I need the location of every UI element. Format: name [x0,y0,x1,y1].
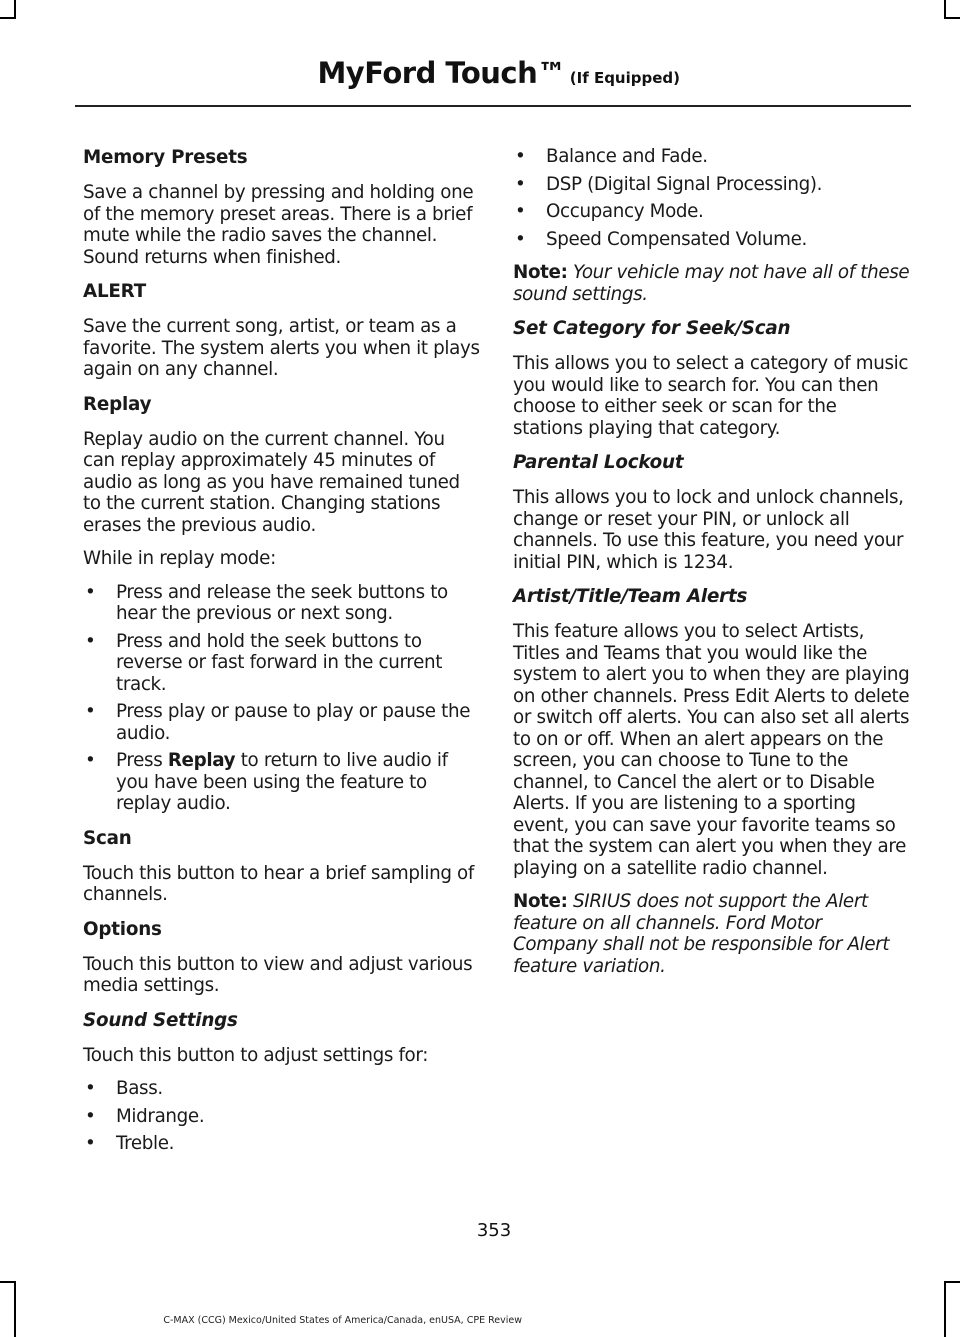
note-label: Note: [513,262,568,283]
sound-settings-heading: Sound Settings [83,1009,238,1031]
memory-presets-text: Save a channel by pressing and holding one of the memory preset areas. There is a brief mute while the radio saves the channel. Sound returns when finished. [83,182,474,268]
right-column [513,146,911,989]
alerts-text: This feature allows you to select Artists, Titles and Teams that you would like the system to alert you to when they are playing on other channels. Press Edit Alerts to delete or switch off alerts. You can also set all alerts to on or off. When an alert appears on the screen, you can choose to Tune to the channel, to Cancel the alert or to Disable Alerts. If you are listening to a sporting event, you can save your favorite teams so that the system can alert you when they are playing on a satellite radio channel. [513,621,910,879]
list-item-text: Midrange. [116,1105,205,1127]
crop-mark [944,1281,960,1283]
category-text: This allows you to select a category of music you would like to search for. You can then choose to either seek or scan for the stations playing that category. [513,353,909,439]
list-item-text: Treble. [116,1133,175,1154]
crop-mark [944,1281,946,1337]
note-text: SIRIUS does not support the Alert feature on all channels. Ford Motor Company shall not be responsible for Alert feature variation. [513,891,890,977]
bullet-icon: • [85,1078,96,1099]
category-heading: Set Category for Seek/Scan [513,318,791,339]
list-item-text: to return to live audio if you have been using the feature to replay audio. [116,750,448,814]
list-item-text: Press and hold the seek buttons to reverse or fast forward in the current track. [116,630,443,695]
list-item [83,631,481,696]
crop-mark [0,17,16,19]
list-item [83,750,481,815]
header-subtitle: (If Equipped) [569,69,680,87]
bullet-icon: • [515,146,526,167]
replay-keyword: Replay [167,750,236,771]
left-column [83,146,481,1167]
replay-heading: Replay [83,393,152,415]
list-item [83,1133,481,1155]
scan-text: Touch this button to hear a brief sampling of channels. [83,862,474,905]
list-item [513,146,911,168]
replay-text: Replay audio on the current channel. You can replay approximately 45 minutes of audio as long as you have remained tuned to the current station. Changing stations erases the previous audio. [83,428,460,536]
options-heading: Options [83,918,162,940]
footer-text: C-MAX (CCG) Mexico/United States of America/Canada, enUSA, CPE Review [163,1315,522,1326]
parental-lockout-text: This allows you to lock and unlock channels, change or reset your PIN, or unlock all channels. To use this feature, you need your initial PIN, which is 1234. [513,487,904,573]
list-item-text: Press and release the seek buttons to hear the previous or next song. [116,581,448,624]
sound-bullet-list [83,1078,481,1155]
replay-mode-intro: While in replay mode: [83,548,276,569]
header-divider [75,105,911,107]
alert-text: Save the current song, artist, or team as a favorite. The system alerts you when it plays again on any channel. [83,316,480,380]
bullet-icon: • [85,1105,96,1127]
list-item [83,701,481,744]
bullet-icon: • [515,201,526,222]
note-sound-settings [513,262,911,305]
sound-bullet-list-continued [513,146,911,250]
list-item-text: Press [116,750,168,771]
list-item-text: Bass. [116,1078,163,1099]
alerts-heading: Artist/Title/Team Alerts [513,586,748,607]
crop-mark [0,1281,16,1283]
list-item [83,582,481,625]
list-item [513,201,911,223]
parental-lockout-heading: Parental Lockout [513,452,684,473]
list-item-text: Press play or pause to play or pause the audio. [116,701,471,744]
list-item-text: Speed Compensated Volume. [546,228,807,250]
page-number: 353 [476,1220,512,1241]
list-item-text: DSP (Digital Signal Processing). [546,173,823,195]
crop-mark [14,1281,16,1337]
bullet-icon: • [85,1133,96,1154]
list-item-text: Occupancy Mode. [546,201,704,222]
replay-bullet-list [83,582,481,815]
crop-mark [944,17,960,19]
sound-settings-text: Touch this button to adjust settings for: [83,1044,429,1066]
list-item [83,1106,481,1128]
bullet-icon: • [515,228,526,250]
note-sirius [513,891,911,977]
list-item [513,229,911,251]
list-item-text: Balance and Fade. [546,146,708,167]
bullet-icon: • [85,701,96,722]
page-header [317,56,680,90]
bullet-icon: • [85,581,96,603]
alert-heading: ALERT [83,281,147,302]
scan-heading: Scan [83,827,132,849]
note-label: Note: [513,891,568,912]
header-title: MyFord Touch™ [317,56,566,90]
options-text: Touch this button to view and adjust various media settings. [83,953,473,996]
bullet-icon: • [85,630,96,652]
list-item [83,1078,481,1100]
note-text: Your vehicle may not have all of these sound settings. [513,262,910,305]
bullet-icon: • [85,750,96,771]
list-item [513,174,911,196]
bullet-icon: • [515,173,526,195]
memory-presets-heading: Memory Presets [83,147,248,168]
